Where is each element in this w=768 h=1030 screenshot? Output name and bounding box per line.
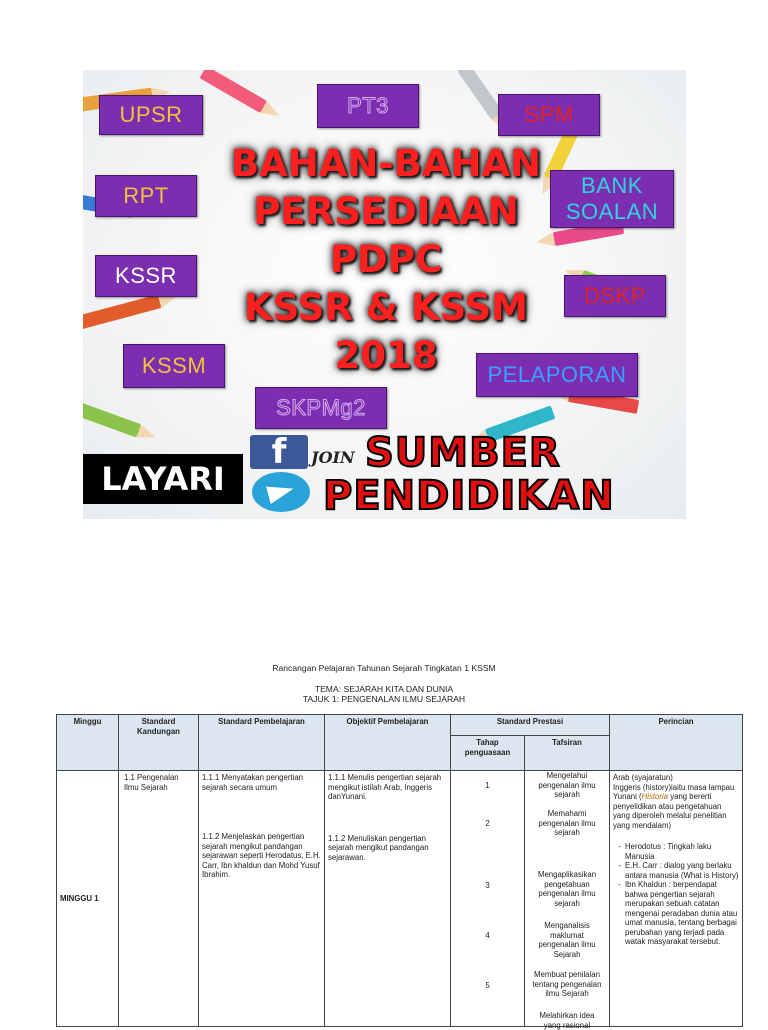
pembelajaran-1: 1.1.1 Menyatakan pengertian sejarah secara umum — [202, 773, 303, 792]
document-heading: Rancangan Pelajaran Tahunan Sejarah Tingkatan 1 KSSM — [272, 663, 496, 673]
pencil-decoration — [83, 294, 161, 333]
tafsiran-value: Melahirkan idea yang rasional — [539, 1011, 595, 1030]
banner-title-line: 2018 — [334, 334, 438, 377]
yunani-suffix: yang bererti penyelidikan atau pengetahuan yang diperoleh melalui penelitian yang mendalam) — [613, 792, 727, 830]
tag-upsr: UPSR — [99, 95, 203, 135]
tag-dskp: DSKP — [564, 275, 666, 317]
list-item: - Herodotus : Tingkah laku Manusia — [625, 842, 739, 861]
banner-title-line: PERSEDIAAN — [253, 190, 519, 233]
header-tahap: Tahap penguasaan — [451, 736, 525, 771]
tag-pt3: PT3 — [317, 84, 419, 128]
tafsiran-value: Menganalisis maklumat pengenalan ilmu Sejarah — [538, 921, 596, 959]
tag-skpmg2: SKPMg2 — [255, 387, 387, 429]
tag-kssr: KSSR — [95, 255, 197, 297]
tafsiran-value: Membuat penilaian tentang pengenalan ilmu Sejarah — [532, 970, 602, 998]
perincian-inggeris: Inggeris (history)iaitu masa lampau — [613, 782, 735, 792]
pendidikan-wordmark: PENDIDIKAN — [323, 473, 615, 519]
tag-pelaporan: PELAPORAN — [476, 353, 638, 397]
perincian-list — [613, 842, 739, 947]
pencil-decoration — [457, 70, 503, 120]
promo-banner[interactable] — [83, 70, 686, 519]
sumber-wordmark: SUMBER — [365, 430, 561, 476]
tafsiran-value: Mengetahui pengenalan ilmu sejarah — [538, 771, 596, 799]
table-row — [57, 771, 743, 1027]
header-minggu: Minggu — [57, 715, 119, 771]
rpt-table — [56, 714, 743, 1030]
yunani-prefix: Yunani ( — [613, 792, 642, 801]
tag-kssm: KSSM — [123, 344, 225, 388]
tahap-value: 2 — [485, 819, 490, 828]
header-standard-kandungan: Standard Kandungan — [119, 715, 199, 771]
tafsiran-value: Mengaplikasikan pengetahuan pengenalan ilmu sejarah — [537, 870, 597, 908]
banner-title-line: BAHAN-BAHAN — [230, 142, 542, 185]
tahap-value: 1 — [485, 781, 490, 790]
objektif-cell — [325, 771, 451, 1027]
pembelajaran-cell — [199, 771, 325, 1027]
objektif-1: 1.1.1 Menulis pengertian sejarah mengikut istilah Arab, Inggeris danYunani. — [328, 773, 442, 801]
tag-bank-soalan: BANK SOALAN — [550, 170, 674, 228]
perincian-cell — [610, 771, 743, 1027]
perincian-yunani — [613, 792, 739, 830]
facebook-icon[interactable]: f — [250, 435, 308, 469]
pembelajaran-2: 1.1.2 Menjelaskan pengertian sejarah mengikut pandangan sejarawan seperti Herodatus, E.H. Carr, Ibn khaldun dan Mohd Yusuf Ibrahim. — [202, 832, 321, 879]
pencil-decoration — [83, 400, 141, 437]
join-label: JOIN — [311, 448, 355, 467]
document-tema: TEMA: SEJARAH KITA DAN DUNIA — [314, 684, 454, 694]
tag-spm: SPM — [498, 94, 600, 136]
tafsiran-value: Memahami pengenalan ilmu sejarah — [538, 809, 596, 837]
header-perincian: Perincian — [610, 715, 743, 771]
list-item: - E.H. Carr : dialog yang berlaku antara manusia (What is History) — [625, 861, 739, 880]
tag-rpt: RPT — [95, 175, 197, 217]
yunani-term: Historia — [641, 792, 669, 801]
perincian-arab: Arab (syajaratun) — [613, 773, 673, 782]
layari-button[interactable]: LAYARI — [83, 454, 243, 504]
telegram-icon[interactable] — [252, 472, 310, 512]
tahap-cell — [451, 771, 525, 1027]
tafsiran-cell — [525, 771, 610, 1030]
tahap-value: 3 — [485, 881, 490, 890]
header-objektif: Objektif Pembelajaran — [325, 715, 451, 771]
header-standard-prestasi: Standard Prestasi — [451, 715, 610, 736]
kandungan-text: 1.1 Pengenalan Ilmu Sejarah — [124, 773, 179, 792]
tahap-value: 5 — [485, 981, 490, 990]
objektif-2: 1.1.2 Menuliskan pengertian sejarah mengikut pandangan sejarawan. — [328, 833, 429, 862]
pencil-decoration — [200, 70, 268, 113]
list-item: - Ibn Khaldun : berpendapat bahwa pengertian sejarah merupakan sebuah catatan mengenai peradaban dunia atau umat manusia, tentang berbagai perubahan yang terjadi pada watak masyarakat tersebut. — [625, 880, 739, 947]
tahap-value: 4 — [485, 931, 490, 940]
minggu-cell: MINGGU 1 — [57, 771, 119, 1027]
banner-title — [221, 140, 551, 380]
header-standard-pembelajaran: Standard Pembelajaran — [199, 715, 325, 771]
kandungan-cell — [119, 771, 199, 1027]
document-tajuk: TAJUK 1: PENGENALAN ILMU SEJARAH — [302, 694, 466, 704]
header-tafsiran: Tafsiran — [525, 736, 610, 771]
banner-title-line: PDPC — [329, 238, 443, 281]
banner-title-line: KSSR & KSSM — [244, 286, 528, 329]
